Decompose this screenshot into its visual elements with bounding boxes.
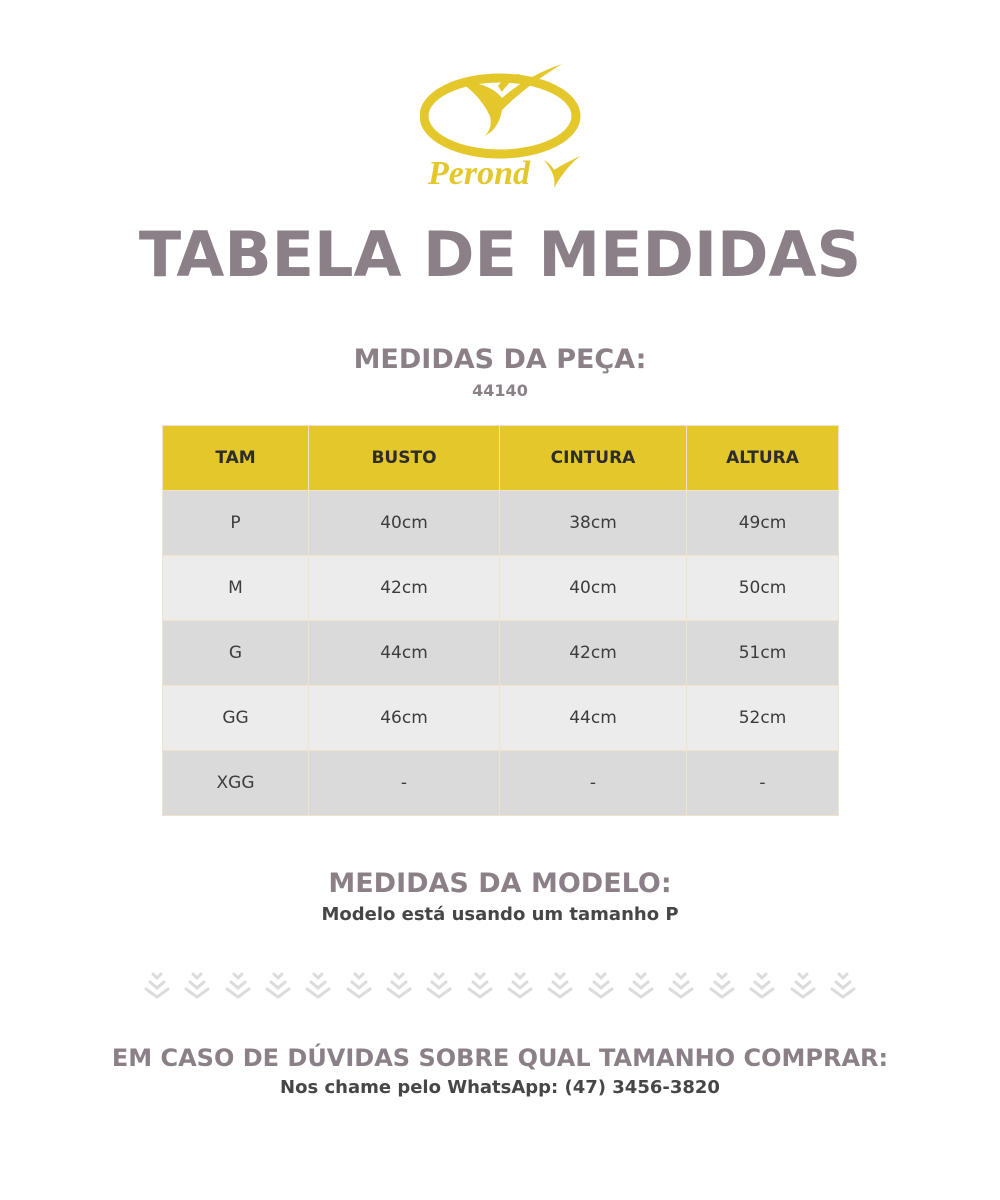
chevron-down-icon <box>664 970 698 1002</box>
table-header-row <box>163 426 839 491</box>
chevron-down-icon <box>342 970 376 1002</box>
table-cell: 44cm <box>500 686 687 751</box>
table-row <box>163 491 839 556</box>
table-cell: P <box>163 491 309 556</box>
table-cell: 51cm <box>687 621 839 686</box>
table-cell: - <box>309 751 500 816</box>
table-cell: 42cm <box>309 556 500 621</box>
chevron-down-icon <box>221 970 255 1002</box>
table-cell: 42cm <box>500 621 687 686</box>
table-row <box>163 556 839 621</box>
chevron-down-icon <box>463 970 497 1002</box>
piece-measures-heading: MEDIDAS DA PEÇA: <box>353 344 647 375</box>
brand-wordmark: Perond <box>428 155 530 192</box>
table-cell: 38cm <box>500 491 687 556</box>
chevron-down-icon <box>786 970 820 1002</box>
table-cell: M <box>163 556 309 621</box>
size-table <box>162 425 839 816</box>
chevron-down-icon <box>826 970 860 1002</box>
table-row <box>163 686 839 751</box>
table-cell: XGG <box>163 751 309 816</box>
table-cell: - <box>500 751 687 816</box>
table-cell: G <box>163 621 309 686</box>
chevron-down-icon <box>422 970 456 1002</box>
chevron-divider <box>140 970 860 1002</box>
chevron-down-icon <box>382 970 416 1002</box>
header-busto: BUSTO <box>309 426 500 491</box>
header-cintura: CINTURA <box>500 426 687 491</box>
chevron-down-icon <box>543 970 577 1002</box>
table-cell: 49cm <box>687 491 839 556</box>
page-title: TABELA DE MEDIDAS <box>138 218 862 291</box>
table-cell: 52cm <box>687 686 839 751</box>
contact-heading: EM CASO DE DÚVIDAS SOBRE QUAL TAMANHO COMPRAR: <box>111 1044 889 1072</box>
table-cell: 44cm <box>309 621 500 686</box>
chevron-down-icon <box>745 970 779 1002</box>
table-cell: - <box>687 751 839 816</box>
header-altura: ALTURA <box>687 426 839 491</box>
chevron-down-icon <box>140 970 174 1002</box>
chevron-down-icon <box>301 970 335 1002</box>
perondy-logo-icon <box>420 60 585 192</box>
table-row <box>163 751 839 816</box>
model-measures-heading: MEDIDAS DA MODELO: <box>328 868 672 899</box>
whatsapp-text: Nos chame pelo WhatsApp: (47) 3456-3820 <box>280 1077 720 1098</box>
header-tam: TAM <box>163 426 309 491</box>
chevron-down-icon <box>624 970 658 1002</box>
model-size-text: Modelo está usando um tamanho P <box>321 904 679 925</box>
table-cell: 50cm <box>687 556 839 621</box>
table-row <box>163 621 839 686</box>
product-code: 44140 <box>472 381 528 400</box>
chevron-down-icon <box>180 970 214 1002</box>
table-cell: 46cm <box>309 686 500 751</box>
table-cell: 40cm <box>500 556 687 621</box>
chevron-down-icon <box>705 970 739 1002</box>
chevron-down-icon <box>584 970 618 1002</box>
table-cell: GG <box>163 686 309 751</box>
chevron-down-icon <box>261 970 295 1002</box>
table-cell: 40cm <box>309 491 500 556</box>
chevron-down-icon <box>503 970 537 1002</box>
